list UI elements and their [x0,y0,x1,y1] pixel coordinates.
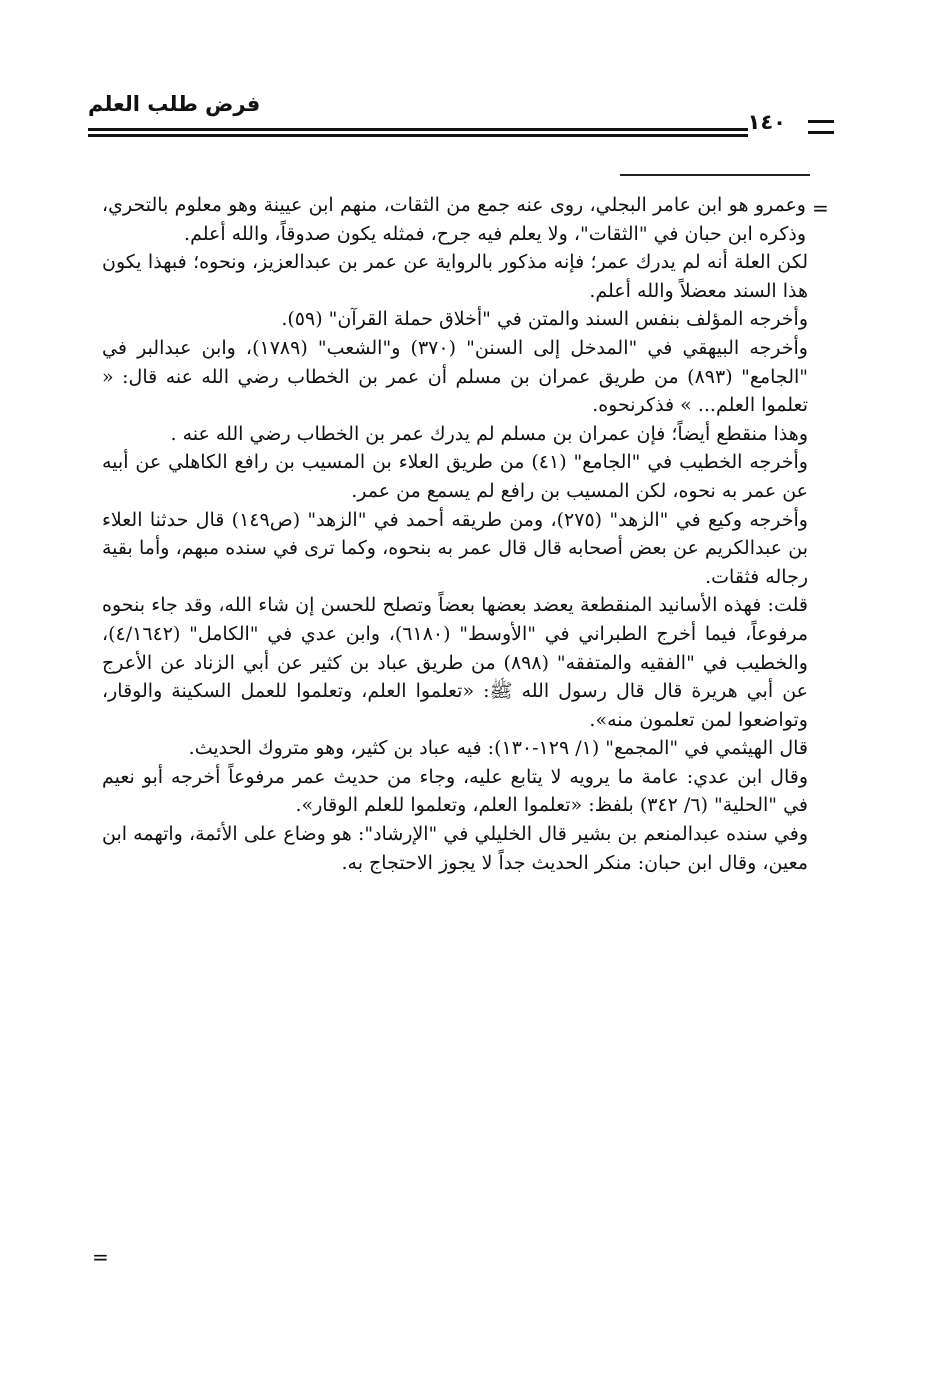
end-continuation-mark: = [92,1245,109,1269]
footnote-text [102,191,808,877]
book-title: فرض طلب العلم [88,92,261,116]
paragraph: وأخرجه المؤلف بنفس السند والمتن في "أخلاق حملة القرآن" (٥٩). [281,308,808,331]
paragraph: قال الهيثمي في "المجمع" (١/ ١٢٩-١٣٠): فيه عباد بن كثير، وهو متروك الحديث. [188,737,808,760]
page-header [88,92,834,142]
header-double-bar [808,120,834,134]
paragraph: وعمرو هو ابن عامر البجلي، روى عنه جمع من الثقات، منهم ابن عيينة وهو معلوم بالتحري، وذكره ابن حبان في "الثقات"، ولا يعلم فيه جرح، فمثله يكون صدوقاً، والله أعلم. [102,194,806,245]
paragraph: وأخرجه وكيع في "الزهد" (٢٧٥)، ومن طريقه أحمد في "الزهد" (ص١٤٩) قال حدثنا العلاء بن عبدالكريم عن بعض أصحابه قال قال عمر به بنحوه، وكما ترى في سنده مبهم، وأما بقية رجاله فثقات. [102,508,808,588]
paragraph: وقال ابن عدي: عامة ما يرويه لا يتابع عليه، وجاء من حديث عمر مرفوعاً أخرجه أبو نعيم في "الحلية" (٦/ ٣٤٢) بلفظ: «تعلموا العلم، وتعلموا للعلم الوقار». [102,765,808,817]
paragraph: قلت: فهذه الأسانيد المنقطعة يعضد بعضها بعضاً وتصلح للحسن إن شاء الله، وقد جاء بنحوه مرفوعاً، فيما أخرج الطبراني في "الأوسط" (٦١٨٠)، وابن عدي في "الكامل" (٤/١٦٤٢)، والخطيب في "الفقيه والمتفقه" (٨٩٨) من طريق عباد بن كثير عن أبي الزناد عن الأعرج عن أبي هريرة قال قال رسول الله ﷺ: «تعلموا العلم، وتعلموا للعمل السكينة والوقار، وتواضعوا لمن تعلمون منه». [102,594,809,731]
paragraph: وأخرجه البيهقي في "المدخل إلى السنن" (٣٧٠) و"الشعب" (١٧٨٩)، وابن عبدالبر في "الجامع" (٨٩٣) من طريق عمران بن مسلم أن عمر بن الخطاب رضي الله عنه قال: « تعلموا العلم... » فذكرنحوه. [102,336,808,417]
header-rule-top [88,128,748,131]
paragraph: لكن العلة أنه لم يدرك عمر؛ فإنه مذكور بالرواية عن عمر بن عبدالعزيز، ونحوه؛ فبهذا يكون هذا السند معضلاً والله أعلم. [102,251,808,302]
continuation-mark: = [812,196,829,220]
paragraph: وفي سنده عبدالمنعم بن بشير قال الخليلي في "الإرشاد": هو وضاع على الأئمة، واتهمه ابن معين، وقال ابن حبان: منكر الحديث جداً لا يجوز الاحتجاج به. [102,823,808,874]
footnote-separator [620,174,810,176]
page-number: ١٤٠ [747,110,786,134]
paragraph: وهذا منقطع أيضاً؛ فإن عمران بن مسلم لم يدرك عمر بن الخطاب رضي الله عنه . [170,422,808,445]
paragraph: وأخرجه الخطيب في "الجامع" (٤١) من طريق العلاء بن المسيب بن رافع الكاهلي عن أبيه عن عمر به نحوه، لكن المسيب بن رافع لم يسمع من عمر. [102,451,808,502]
header-rule-bottom [88,134,748,137]
